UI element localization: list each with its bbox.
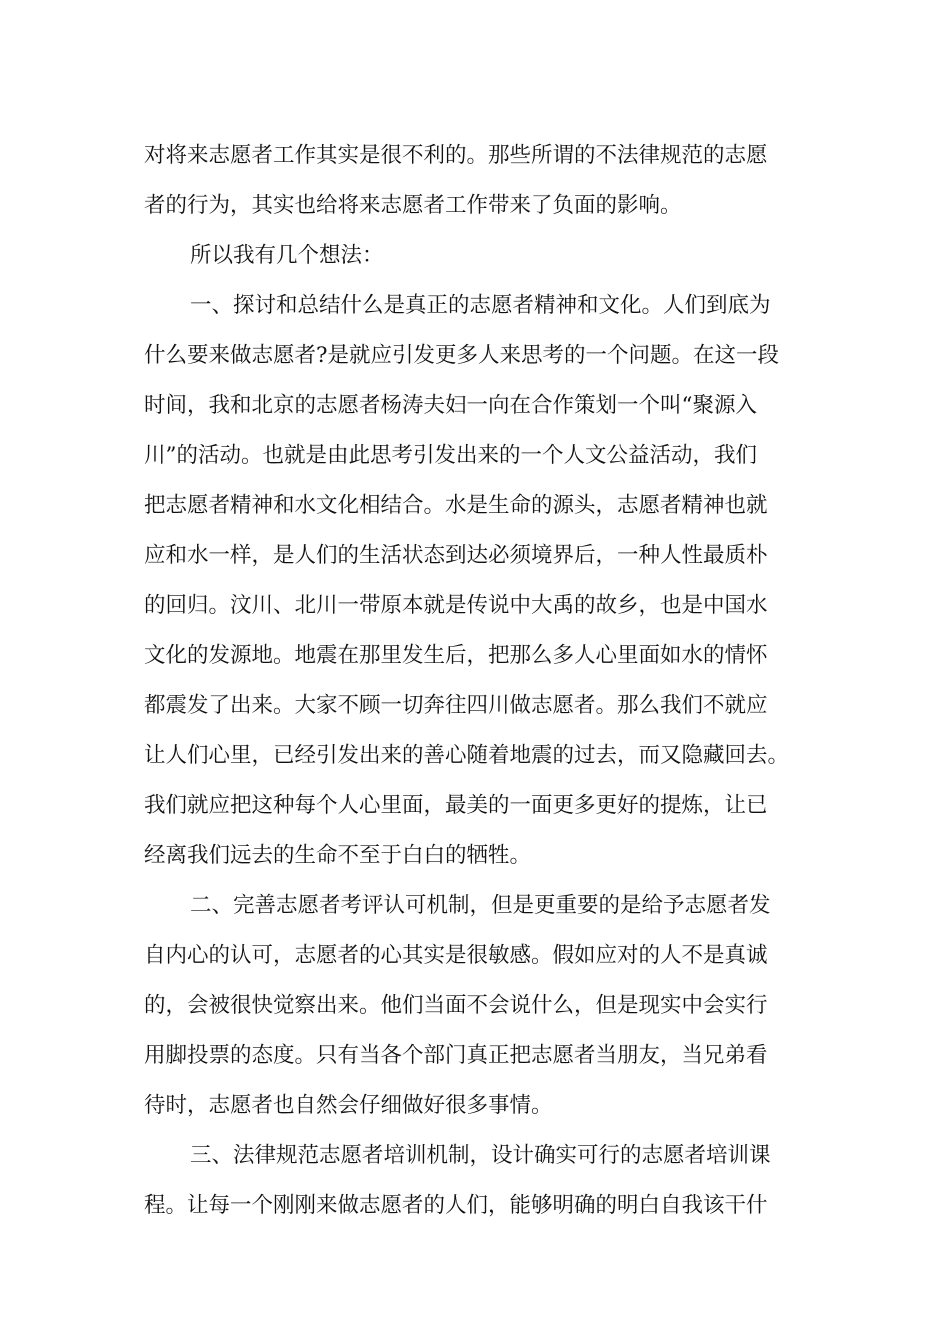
text-line: 的回归。汶川、北川一带原本就是传说中大禹的故乡，也是中国水 [144, 593, 768, 618]
text-line: 我们就应把这种每个人心里面，最美的一面更多更好的提炼，让已 [144, 793, 768, 818]
text-line: 待时，志愿者也自然会仔细做好很多事情。 [144, 1093, 553, 1118]
text-line: 用脚投票的态度。只有当各个部门真正把志愿者当朋友，当兄弟看 [144, 1043, 768, 1068]
text-line: 二、完善志愿者考评认可机制，但是更重要的是给予志愿者发 [190, 893, 771, 918]
text-line: 文化的发源地。地震在那里发生后，把那么多人心里面如水的情怀 [144, 643, 768, 668]
text-line: 三、法律规范志愿者培训机制，设计确实可行的志愿者培训课 [190, 1143, 771, 1168]
text-line: 一、探讨和总结什么是真正的志愿者精神和文化。人们到底为 [190, 293, 771, 318]
document-body [144, 131, 814, 1231]
text-line: 经离我们远去的生命不至于白白的牺牲。 [144, 843, 532, 868]
text-line: 自内心的认可，志愿者的心其实是很敏感。假如应对的人不是真诚 [144, 943, 768, 968]
text-line: 时间，我和北京的志愿者杨涛夫妇一向在合作策划一个叫“聚源入 [144, 393, 757, 418]
text-line: 让人们心里，已经引发出来的善心随着地震的过去，而又隐藏回去。 [144, 743, 790, 768]
text-line: 所以我有几个想法： [190, 243, 384, 268]
text-line: 应和水一样，是人们的生活状态到达必须境界后，一种人性最质朴 [144, 543, 768, 568]
text-line: 什么要来做志愿者?是就应引发更多人来思考的一个问题。在这一段 [144, 343, 780, 368]
text-line: 对将来志愿者工作其实是很不利的。那些所谓的不法律规范的志愿 [144, 143, 768, 168]
text-line: 的，会被很快觉察出来。他们当面不会说什么，但是现实中会实行 [144, 993, 768, 1018]
text-line: 程。让每一个刚刚来做志愿者的人们，能够明确的明白自我该干什 [144, 1193, 768, 1218]
text-line: 者的行为，其实也给将来志愿者工作带来了负面的影响。 [144, 193, 682, 218]
text-line: 川”的活动。也就是由此思考引发出来的一个人文公益活动，我们 [144, 443, 757, 468]
text-line: 都震发了出来。大家不顾一切奔往四川做志愿者。那么我们不就应 [144, 693, 768, 718]
text-line: 把志愿者精神和水文化相结合。水是生命的源头，志愿者精神也就 [144, 493, 768, 518]
